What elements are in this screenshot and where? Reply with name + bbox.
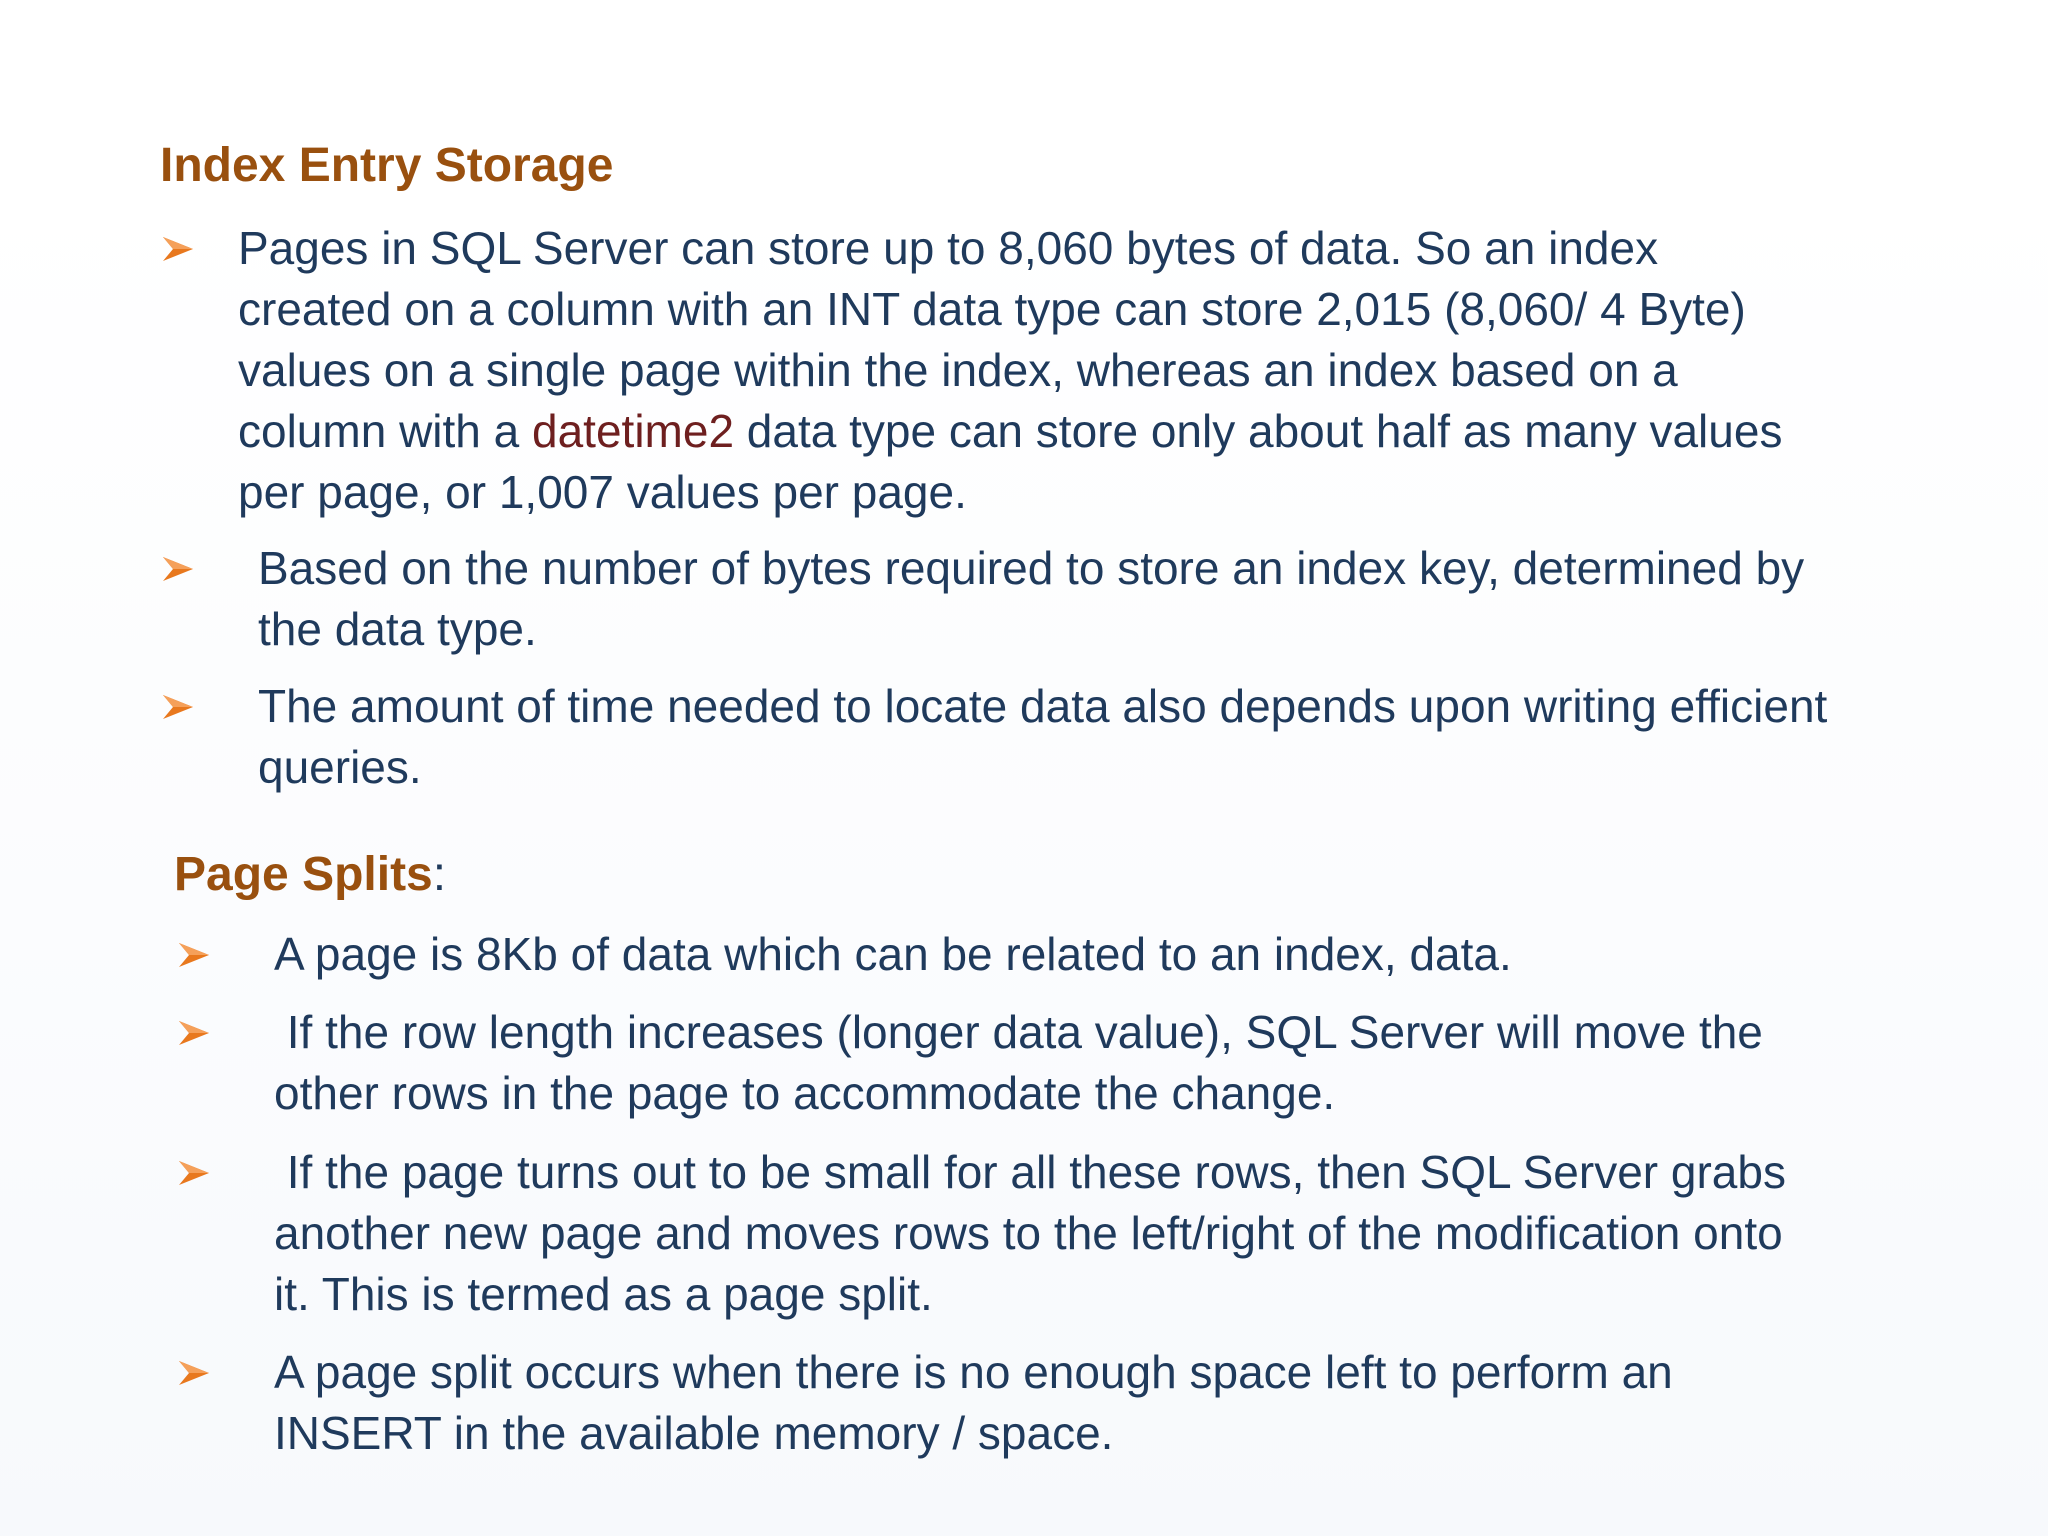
heading-text: Index Entry Storage — [160, 139, 614, 192]
bullet-text-line: Pages in SQL Server can store up to 8,060 bytes of data. So an index — [238, 222, 1659, 274]
bullet-text-line: per page, or 1,007 values per page. — [238, 466, 967, 518]
bullet-text-line: A page split occurs when there is no enough space left to perform an — [274, 1346, 1673, 1398]
bullet-text-line: another new page and moves rows to the left/right of the modification onto — [274, 1207, 1783, 1259]
bullet-list-index-entry-storage — [0, 218, 1827, 798]
bullet-text-line: the data type. — [258, 603, 537, 655]
bullet-text-line: A page is 8Kb of data which can be related to an index, data. — [274, 928, 1512, 980]
bullet-text-line: The amount of time needed to locate data also depends upon writing efficient — [258, 680, 1828, 732]
arrowhead-bullet-icon — [172, 1342, 216, 1403]
bullet-item — [0, 1142, 1786, 1325]
section-heading-page-splits — [174, 845, 446, 905]
section-heading-index-entry-storage — [160, 136, 613, 196]
heading-colon: : — [432, 848, 447, 901]
arrowhead-bullet-icon — [172, 1142, 216, 1203]
bullet-item — [0, 676, 1827, 798]
bullet-item — [0, 924, 1786, 985]
bullet-text-line — [238, 401, 1827, 462]
bullet-item — [0, 1002, 1786, 1124]
bullet-item — [0, 1342, 1786, 1464]
text-segment: data type can store only about half as many values — [734, 405, 1783, 457]
bullet-text-line: values on a single page within the index, whereas an index based on a — [238, 344, 1678, 396]
bullet-text-line: queries. — [258, 741, 422, 793]
bullet-text-line: other rows in the page to accommodate the change. — [274, 1067, 1336, 1119]
arrowhead-bullet-icon — [172, 1002, 216, 1063]
bullet-text-line: Based on the number of bytes required to store an index key, determined by — [258, 542, 1805, 594]
arrowhead-bullet-icon — [156, 218, 200, 279]
bullet-text-line: created on a column with an INT data type can store 2,015 (8,060/ 4 Byte) — [238, 283, 1746, 335]
heading-text: Page Splits — [174, 848, 433, 901]
bullet-item — [0, 218, 1827, 523]
bullet-text-line: If the row length increases (longer data value), SQL Server will move the — [274, 1006, 1763, 1058]
datetime2-keyword: datetime2 — [532, 405, 735, 457]
arrowhead-bullet-icon — [156, 538, 200, 599]
text-segment: column with a — [238, 405, 533, 457]
arrowhead-bullet-icon — [172, 924, 216, 985]
bullet-text-line: INSERT in the available memory / space. — [274, 1407, 1114, 1459]
arrowhead-bullet-icon — [156, 676, 200, 737]
bullet-list-page-splits — [0, 924, 1786, 1464]
bullet-text-line: If the page turns out to be small for all these rows, then SQL Server grabs — [274, 1146, 1786, 1198]
bullet-item — [0, 538, 1827, 660]
bullet-text-line: it. This is termed as a page split. — [274, 1268, 933, 1320]
